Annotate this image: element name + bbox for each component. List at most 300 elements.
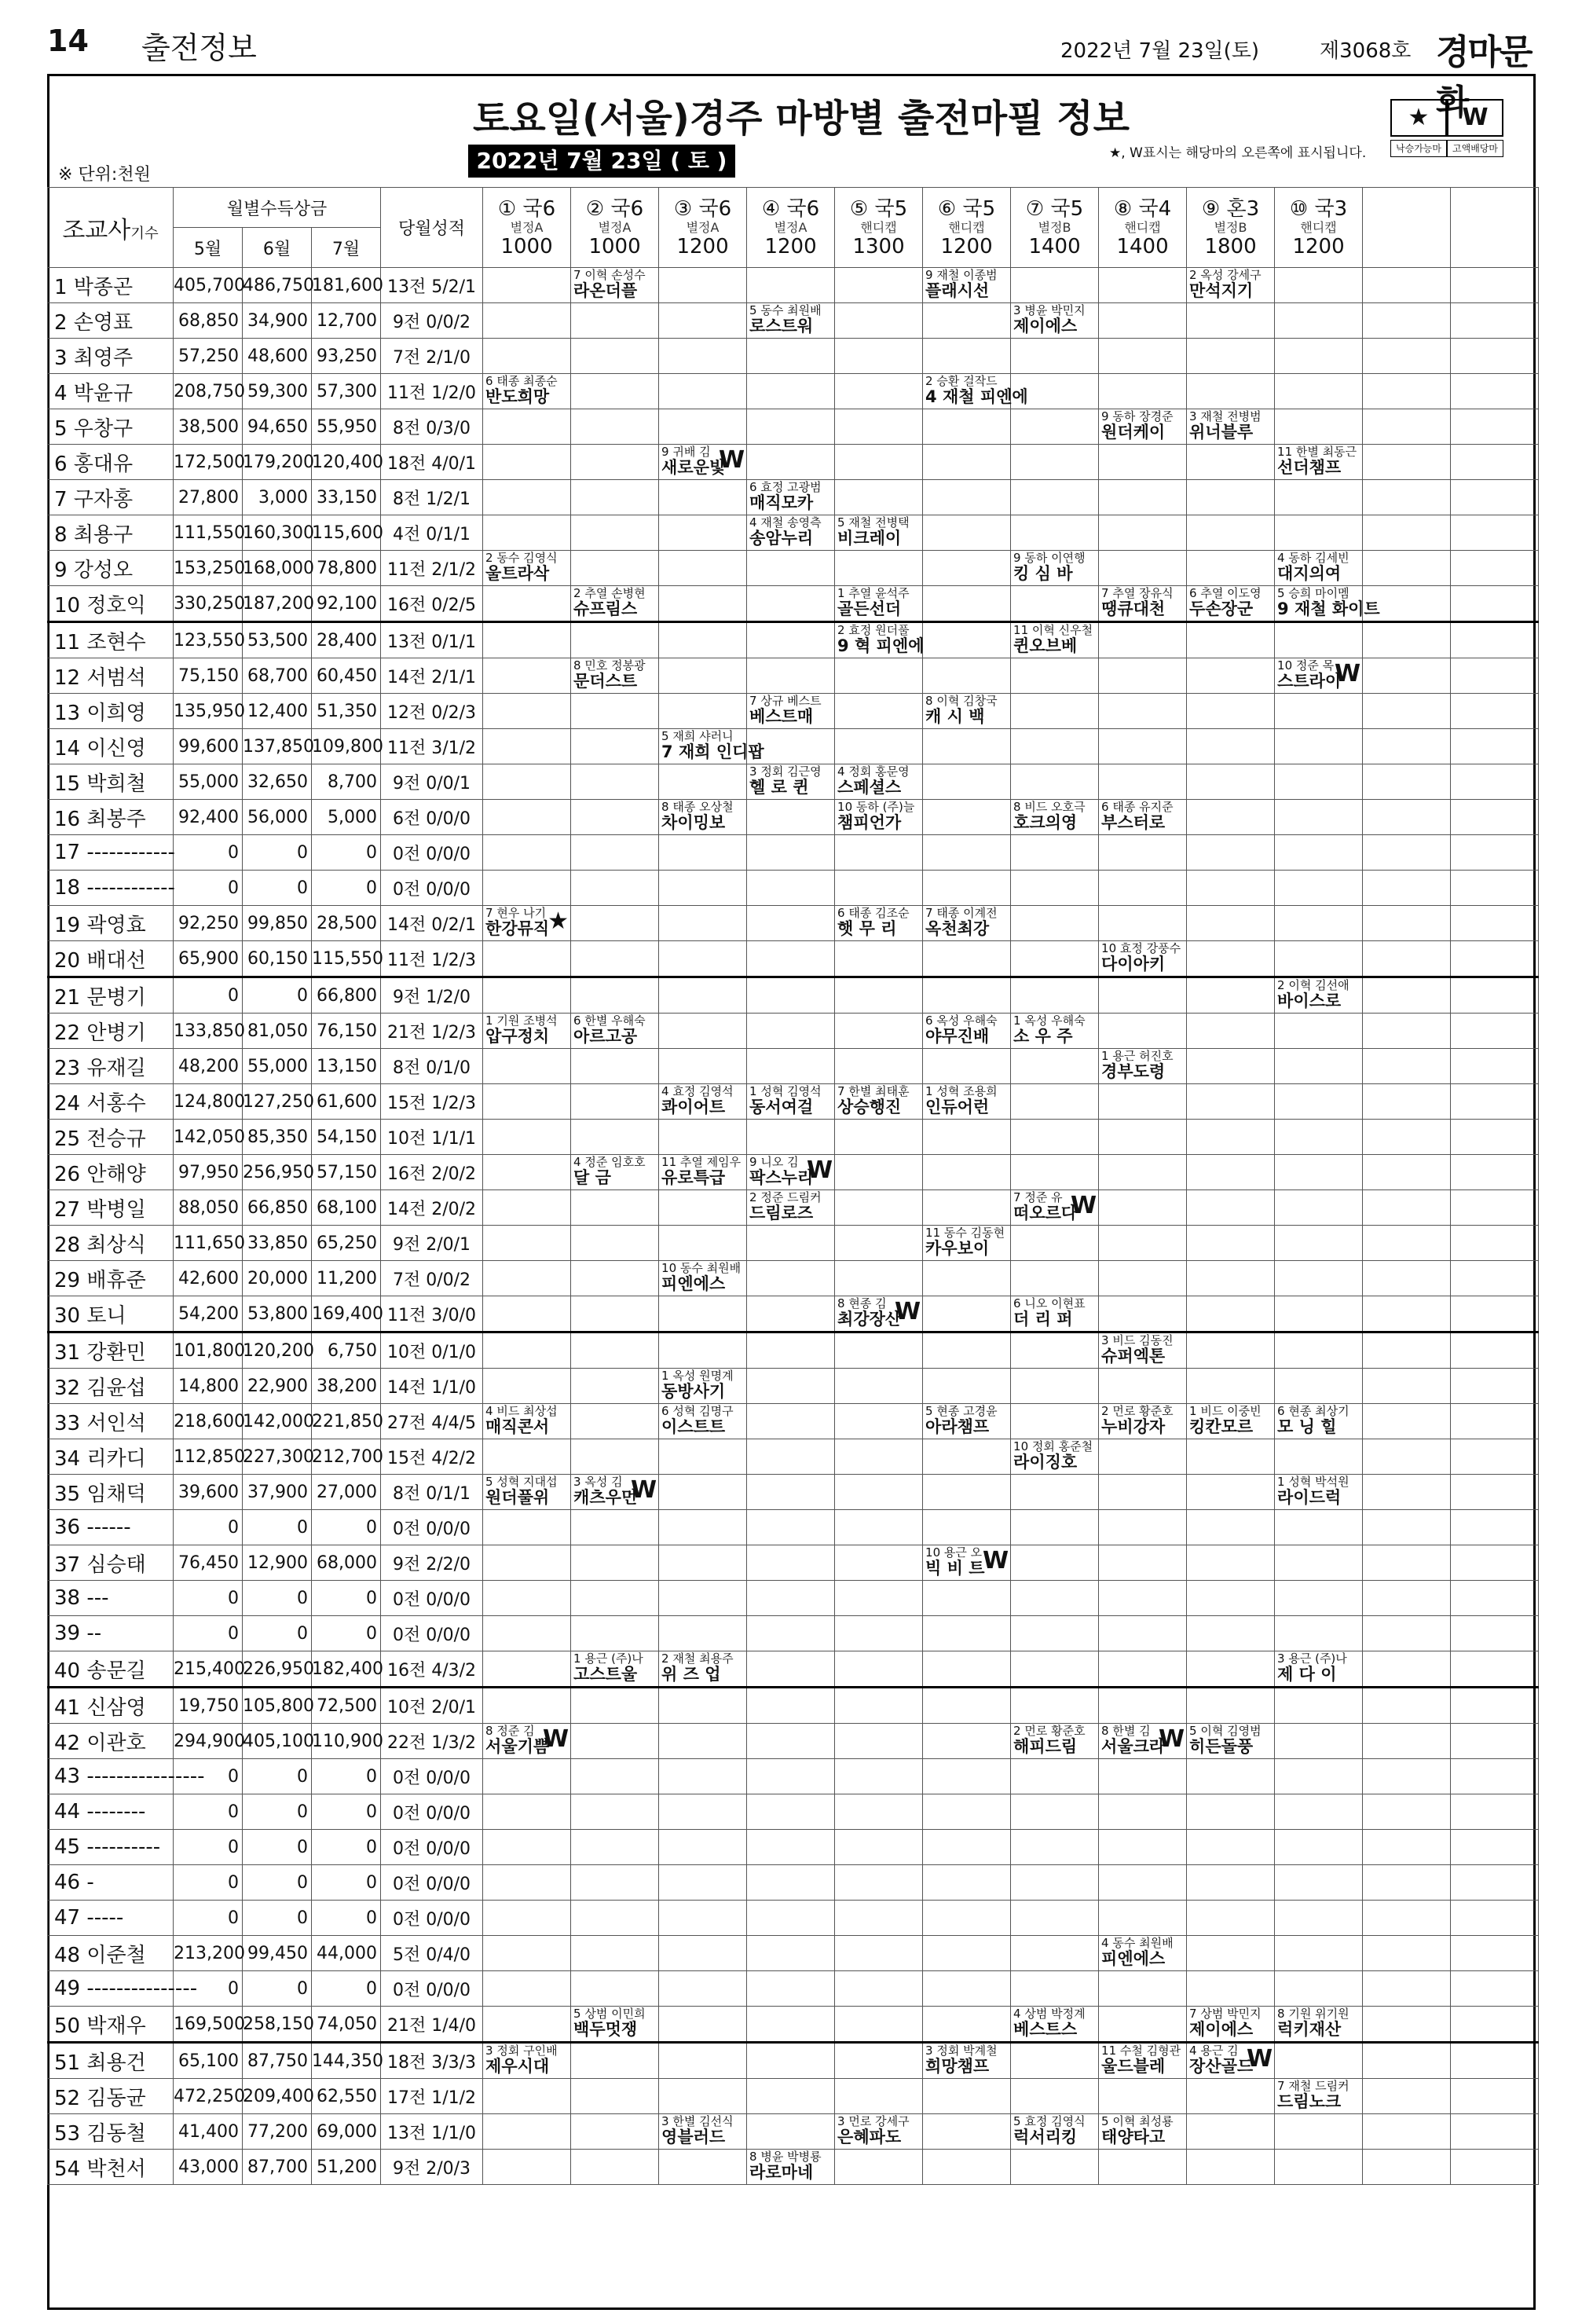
trainer-name: 53 김동철 xyxy=(48,2114,174,2150)
jockey-owner: 7 상범 박민지 xyxy=(1189,2007,1262,2021)
trainer-name: 17 ------------ xyxy=(48,835,174,871)
jockey-owner: 3 재철 전병범 xyxy=(1189,409,1262,423)
race-entry-cell xyxy=(1275,2007,1363,2043)
horse-name: 동서여걸 xyxy=(749,1098,814,1116)
table-row xyxy=(48,622,1539,658)
race-entry-cell xyxy=(483,339,571,374)
earnings-june: 20,000 xyxy=(243,1261,312,1296)
race-entry-cell xyxy=(747,339,835,374)
jockey-owner: 7 현우 나기 xyxy=(485,906,547,920)
race-entry-cell xyxy=(1011,622,1099,658)
earnings-july: 38,200 xyxy=(312,1369,381,1404)
race-entry-cell xyxy=(483,941,571,977)
race-entry-cell xyxy=(923,800,1011,835)
earnings-july: 0 xyxy=(312,1616,381,1651)
race-entry-cell xyxy=(659,1651,747,1688)
race-entry-cell xyxy=(571,2007,659,2043)
race-entry-cell xyxy=(835,1901,923,1936)
earnings-may: 0 xyxy=(174,1830,243,1865)
race-entry-cell xyxy=(659,906,747,941)
race-entry-cell xyxy=(1275,2150,1363,2185)
race-entry-cell xyxy=(1187,1084,1275,1120)
earnings-june: 12,400 xyxy=(243,694,312,729)
race-entry-cell xyxy=(571,1545,659,1581)
trainer-name: 9 강성오 xyxy=(48,551,174,586)
trainer-name: 33 서인석 xyxy=(48,1404,174,1439)
jockey-owner: 6 태종 유지준 xyxy=(1101,800,1174,814)
race-entry-cell xyxy=(1187,1049,1275,1084)
table-row xyxy=(48,1190,1539,1226)
race-entry-cell xyxy=(483,1369,571,1404)
monthly-performance: 10전 1/1/1 xyxy=(381,1120,483,1155)
horse-name: 다이아키 xyxy=(1101,955,1166,973)
horse-name: 대지의여 xyxy=(1277,564,1342,583)
race-entry-cell xyxy=(923,1865,1011,1901)
race-entry-cell xyxy=(483,409,571,445)
blank-cell xyxy=(1363,1475,1451,1510)
race-entry-cell xyxy=(1099,586,1187,622)
jockey-owner: 11 이혁 신우철 xyxy=(1013,623,1093,637)
blank-cell xyxy=(1451,1155,1539,1190)
race-entry-cell xyxy=(1187,1616,1275,1651)
race-entry-cell xyxy=(835,622,923,658)
jockey-owner: 4 정준 임호호 xyxy=(573,1155,646,1169)
trainer-name: 49 --------------- xyxy=(48,1971,174,2007)
jockey-owner: 3 정회 구인배 xyxy=(485,2044,558,2058)
blank-cell xyxy=(1363,339,1451,374)
jockey-owner: 7 한별 최태훈 xyxy=(837,1084,910,1098)
blank-cell xyxy=(1451,303,1539,339)
table-row xyxy=(48,1155,1539,1190)
table-row xyxy=(48,764,1539,800)
race-entry-cell xyxy=(1187,1475,1275,1510)
race-entry-cell xyxy=(1187,445,1275,480)
race-entry-cell xyxy=(1099,1120,1187,1155)
race-entry-cell xyxy=(747,515,835,551)
monthly-performance: 18전 3/3/3 xyxy=(381,2043,483,2079)
monthly-performance: 11전 2/1/2 xyxy=(381,551,483,586)
race-header: ⑩ 국3 핸디캡 1200 xyxy=(1275,188,1363,268)
table-row xyxy=(48,551,1539,586)
publication-date: 2022년 7월 23일(토) xyxy=(1060,39,1260,63)
race-entry-cell xyxy=(571,941,659,977)
earnings-may: 213,200 xyxy=(174,1936,243,1971)
jockey-owner: 6 성혁 김명구 xyxy=(661,1404,734,1418)
earnings-july: 109,800 xyxy=(312,729,381,764)
earnings-may: 0 xyxy=(174,1759,243,1794)
race-entry-cell xyxy=(1011,1404,1099,1439)
race-entry-cell xyxy=(835,2043,923,2079)
race-entry-cell xyxy=(1099,1901,1187,1936)
race-entry-cell xyxy=(1275,1510,1363,1545)
horse-name: 아라챔프 xyxy=(925,1417,990,1436)
monthly-performance: 22전 1/3/2 xyxy=(381,1724,483,1759)
race-entry-cell xyxy=(571,1439,659,1475)
blank-cell xyxy=(1451,1759,1539,1794)
table-row xyxy=(48,871,1539,906)
race-entry-cell xyxy=(483,2007,571,2043)
race-entry-cell xyxy=(835,1226,923,1261)
race-entry-cell xyxy=(923,551,1011,586)
race-entry-cell xyxy=(483,1759,571,1794)
earnings-may: 92,400 xyxy=(174,800,243,835)
monthly-performance: 0전 0/0/0 xyxy=(381,1794,483,1830)
earnings-june: 22,900 xyxy=(243,1369,312,1404)
earnings-july: 66,800 xyxy=(312,977,381,1014)
race-entry-cell xyxy=(923,2043,1011,2079)
blank-cell xyxy=(1451,1475,1539,1510)
earnings-june: 0 xyxy=(243,1794,312,1830)
blank-cell xyxy=(1451,1901,1539,1936)
race-entry-cell xyxy=(1011,409,1099,445)
race-entry-cell xyxy=(1011,515,1099,551)
race-entry-cell xyxy=(571,1759,659,1794)
race-entry-cell xyxy=(747,1865,835,1901)
race-entry-cell xyxy=(747,586,835,622)
race-entry-cell xyxy=(923,1794,1011,1830)
race-entry-cell xyxy=(1099,2150,1187,2185)
race-entry-cell xyxy=(747,1369,835,1404)
earnings-may: 0 xyxy=(174,1794,243,1830)
earnings-july: 0 xyxy=(312,1865,381,1901)
table-row xyxy=(48,1510,1539,1545)
jockey-owner: 3 병윤 박민지 xyxy=(1013,303,1086,317)
blank-cell xyxy=(1451,694,1539,729)
earnings-june: 32,650 xyxy=(243,764,312,800)
horse-name: 매직콘서 xyxy=(485,1417,550,1436)
race-entry-cell xyxy=(659,515,747,551)
race-entry-cell xyxy=(835,2114,923,2150)
race-entry-cell xyxy=(1011,1369,1099,1404)
earnings-may: 0 xyxy=(174,1901,243,1936)
earnings-may: 111,650 xyxy=(174,1226,243,1261)
earnings-june: 99,850 xyxy=(243,906,312,941)
race-entry-cell xyxy=(923,1332,1011,1369)
jockey-owner: 2 옥성 강세구 xyxy=(1189,268,1262,282)
race-entry-cell xyxy=(1099,551,1187,586)
blank-cell xyxy=(1363,1865,1451,1901)
table-row xyxy=(48,729,1539,764)
jockey-owner: 5 현종 고경윤 xyxy=(925,1404,998,1418)
race-entry-cell xyxy=(1011,906,1099,941)
race-entry-cell xyxy=(835,800,923,835)
race-entry-cell xyxy=(1187,2043,1275,2079)
race-entry-cell xyxy=(923,2150,1011,2185)
race-entry-cell xyxy=(659,586,747,622)
race-entry-cell xyxy=(835,303,923,339)
race-entry-cell xyxy=(571,268,659,303)
race-entry-cell xyxy=(923,1226,1011,1261)
jockey-owner: 3 정회 박계철 xyxy=(925,2044,998,2058)
trainer-name: 3 최영주 xyxy=(48,339,174,374)
blank-cell xyxy=(1451,409,1539,445)
jockey-owner: 4 동하 김세빈 xyxy=(1277,551,1349,565)
race-entry-cell xyxy=(1099,941,1187,977)
race-entry-cell xyxy=(923,1830,1011,1865)
monthly-performance: 17전 1/1/2 xyxy=(381,2079,483,2114)
race-entry-cell xyxy=(1011,1794,1099,1830)
horse-name: 럭키재산 xyxy=(1277,2020,1342,2039)
jockey-owner: 5 상범 이민희 xyxy=(573,2007,646,2021)
blank-cell xyxy=(1363,1439,1451,1475)
race-entry-cell xyxy=(835,1688,923,1724)
monthly-performance: 9전 2/2/0 xyxy=(381,1545,483,1581)
blank-cell xyxy=(1451,2079,1539,2114)
race-entry-cell xyxy=(923,2114,1011,2150)
earnings-july: 57,150 xyxy=(312,1155,381,1190)
race-entry-cell xyxy=(923,764,1011,800)
race-entry-cell xyxy=(747,1332,835,1369)
race-entry-cell xyxy=(571,1049,659,1084)
trainer-name: 47 ----- xyxy=(48,1901,174,1936)
race-entry-cell xyxy=(1099,1190,1187,1226)
monthly-performance: 0전 0/0/0 xyxy=(381,1581,483,1616)
monthly-performance: 0전 0/0/0 xyxy=(381,1830,483,1865)
monthly-performance: 10전 2/0/1 xyxy=(381,1688,483,1724)
race-entry-cell xyxy=(1275,374,1363,409)
trainer-name: 7 구자홍 xyxy=(48,480,174,515)
horse-name: 은혜파도 xyxy=(837,2128,902,2146)
table-row xyxy=(48,906,1539,941)
earnings-june: 105,800 xyxy=(243,1688,312,1724)
blank-cell xyxy=(1363,622,1451,658)
race-entry-cell xyxy=(1187,1332,1275,1369)
jockey-owner: 8 한별 김 xyxy=(1101,1724,1151,1738)
race-entry-cell xyxy=(659,941,747,977)
race-entry-cell xyxy=(1011,1261,1099,1296)
horse-name: 야무진배 xyxy=(925,1027,990,1046)
table-row xyxy=(48,1830,1539,1865)
race-entry-cell xyxy=(835,1581,923,1616)
race-entry-cell xyxy=(923,835,1011,871)
race-entry-cell xyxy=(835,1120,923,1155)
earnings-june: 187,200 xyxy=(243,586,312,622)
race-entry-cell xyxy=(747,941,835,977)
race-entry-cell xyxy=(659,1545,747,1581)
earnings-july: 115,600 xyxy=(312,515,381,551)
race-entry-cell xyxy=(1099,1226,1187,1261)
race-entry-cell xyxy=(747,1261,835,1296)
horse-name: 아르고공 xyxy=(573,1027,638,1046)
blank-cell xyxy=(1451,586,1539,622)
trainer-name: 52 김동균 xyxy=(48,2079,174,2114)
race-entry-cell xyxy=(1275,1475,1363,1510)
race-entry-cell xyxy=(571,1971,659,2007)
race-entry-cell xyxy=(835,586,923,622)
jockey-owner: 6 니오 이현표 xyxy=(1013,1296,1086,1310)
race-entry-cell xyxy=(1275,1688,1363,1724)
race-entry-cell xyxy=(1187,1369,1275,1404)
earnings-july: 51,200 xyxy=(312,2150,381,2185)
star-icon: ★ xyxy=(1390,99,1447,137)
earnings-may: 97,950 xyxy=(174,1155,243,1190)
race-entry-cell xyxy=(747,1545,835,1581)
earnings-may: 135,950 xyxy=(174,694,243,729)
jockey-owner: 1 성혁 조용희 xyxy=(925,1084,998,1098)
race-entry-cell xyxy=(835,1651,923,1688)
jockey-owner: 6 효정 고광범 xyxy=(749,480,822,494)
race-entry-cell xyxy=(1099,729,1187,764)
horse-name: 태양타고 xyxy=(1101,2128,1166,2146)
race-entry-cell xyxy=(571,1226,659,1261)
blank-cell xyxy=(1451,1049,1539,1084)
horse-name: 위너블루 xyxy=(1189,423,1254,442)
race-entry-cell xyxy=(747,1581,835,1616)
entries-table xyxy=(47,187,1539,2185)
race-entry-cell xyxy=(747,1759,835,1794)
horse-name: 빅 비 트 xyxy=(925,1559,985,1578)
blank-cell xyxy=(1451,339,1539,374)
jockey-owner: 3 옥성 김 xyxy=(573,1475,623,1489)
horse-name: 압구정치 xyxy=(485,1027,550,1046)
race-entry-cell xyxy=(747,1049,835,1084)
race-entry-cell xyxy=(1011,1545,1099,1581)
race-entry-cell xyxy=(835,729,923,764)
jockey-owner: 3 한별 김선식 xyxy=(661,2114,734,2128)
race-entry-cell xyxy=(835,1084,923,1120)
monthly-performance: 18전 4/0/1 xyxy=(381,445,483,480)
w-mark-icon: W xyxy=(806,1157,833,1184)
monthly-performance: 13전 0/1/1 xyxy=(381,622,483,658)
monthly-performance: 5전 0/4/0 xyxy=(381,1936,483,1971)
jockey-owner: 9 동하 장경준 xyxy=(1101,409,1174,423)
horse-name: 퀸오브베 xyxy=(1013,636,1078,655)
race-entry-cell xyxy=(1275,339,1363,374)
horse-name: 킹 심 바 xyxy=(1013,564,1073,583)
earnings-may: 208,750 xyxy=(174,374,243,409)
earnings-july: 0 xyxy=(312,1830,381,1865)
race-entry-cell xyxy=(571,2150,659,2185)
horse-name: 캐 시 백 xyxy=(925,707,985,726)
race-entry-cell xyxy=(571,1332,659,1369)
horse-name: 새로운빛 xyxy=(661,458,726,477)
race-entry-cell xyxy=(659,1510,747,1545)
table-row xyxy=(48,1049,1539,1084)
earnings-june: 209,400 xyxy=(243,2079,312,2114)
jockey-owner: 8 병윤 박병룡 xyxy=(749,2150,822,2164)
race-entry-cell xyxy=(571,1084,659,1120)
monthly-performance: 9전 0/0/2 xyxy=(381,303,483,339)
blank-cell xyxy=(1451,374,1539,409)
race-entry-cell xyxy=(659,268,747,303)
earnings-column-header: 월별수득상금 xyxy=(174,188,381,228)
race-entry-cell xyxy=(659,1296,747,1332)
race-entry-cell xyxy=(923,268,1011,303)
w-mark-icon: W xyxy=(1334,660,1361,687)
horse-name: 라온더플 xyxy=(573,281,638,300)
race-entry-cell xyxy=(571,871,659,906)
race-entry-cell xyxy=(1187,1510,1275,1545)
race-entry-cell xyxy=(571,374,659,409)
earnings-may: 65,100 xyxy=(174,2043,243,2079)
trainer-name: 37 심승태 xyxy=(48,1545,174,1581)
horse-name: 이스트트 xyxy=(661,1417,726,1436)
performance-column-header: 당월성적 xyxy=(381,188,483,268)
horse-name: 캐츠우먼 xyxy=(573,1488,638,1507)
horse-name: 플래시선 xyxy=(925,281,990,300)
jockey-owner: 3 정회 김근영 xyxy=(749,764,822,779)
earnings-may: 65,900 xyxy=(174,941,243,977)
jockey-owner: 2 추열 손병현 xyxy=(573,586,646,600)
race-entry-cell xyxy=(835,764,923,800)
race-entry-cell xyxy=(923,1475,1011,1510)
jockey-owner: 8 이혁 김창국 xyxy=(925,694,998,708)
race-entry-cell xyxy=(1187,1190,1275,1226)
race-entry-cell xyxy=(1275,1971,1363,2007)
race-entry-cell xyxy=(659,339,747,374)
race-entry-cell xyxy=(1187,1261,1275,1296)
race-entry-cell xyxy=(571,729,659,764)
earnings-july: 78,800 xyxy=(312,551,381,586)
earnings-may: 294,900 xyxy=(174,1724,243,1759)
race-entry-cell xyxy=(1275,1794,1363,1830)
race-entry-cell xyxy=(1187,1120,1275,1155)
race-entry-cell xyxy=(483,729,571,764)
race-entry-cell xyxy=(1099,445,1187,480)
jockey-owner: 6 현종 최상기 xyxy=(1277,1404,1349,1418)
race-entry-cell xyxy=(835,977,923,1014)
blank-cell xyxy=(1363,1830,1451,1865)
race-entry-cell xyxy=(659,1830,747,1865)
race-header: ⑤ 국5 핸디캡 1300 xyxy=(835,188,923,268)
race-entry-cell xyxy=(1187,1688,1275,1724)
earnings-july: 0 xyxy=(312,1510,381,1545)
monthly-performance: 14전 2/1/1 xyxy=(381,658,483,694)
race-entry-cell xyxy=(571,1190,659,1226)
race-entry-cell xyxy=(1187,2007,1275,2043)
race-entry-cell xyxy=(747,1014,835,1049)
race-entry-cell xyxy=(1275,2079,1363,2114)
earnings-july: 13,150 xyxy=(312,1049,381,1084)
race-entry-cell xyxy=(1099,480,1187,515)
trainer-name: 13 이희영 xyxy=(48,694,174,729)
race-entry-cell xyxy=(1187,658,1275,694)
blank-cell xyxy=(1451,1510,1539,1545)
earnings-july: 11,200 xyxy=(312,1261,381,1296)
race-entry-cell xyxy=(1099,1759,1187,1794)
table-row xyxy=(48,1014,1539,1049)
monthly-performance: 14전 2/0/2 xyxy=(381,1190,483,1226)
horse-name: 누비강자 xyxy=(1101,1417,1166,1436)
blank-cell xyxy=(1363,2150,1451,2185)
blank-cell xyxy=(1451,551,1539,586)
race-entry-cell xyxy=(923,1971,1011,2007)
blank-cell xyxy=(1451,1545,1539,1581)
monthly-performance: 0전 0/0/0 xyxy=(381,871,483,906)
horse-name: 팍스누리 xyxy=(749,1168,814,1187)
horse-name: 백두멋쟁 xyxy=(573,2020,638,2039)
monthly-performance: 21전 1/4/0 xyxy=(381,2007,483,2043)
earnings-july: 93,250 xyxy=(312,339,381,374)
blank-cell xyxy=(1363,374,1451,409)
horse-name: 매직모카 xyxy=(749,493,814,512)
horse-name: 바이스로 xyxy=(1277,992,1342,1010)
race-entry-cell xyxy=(1275,445,1363,480)
blank-cell xyxy=(1363,303,1451,339)
blank-cell xyxy=(1363,1651,1451,1688)
race-entry-cell xyxy=(1099,1155,1187,1190)
race-entry-cell xyxy=(747,2114,835,2150)
horse-name: 송암누리 xyxy=(749,529,814,548)
earnings-may: 27,800 xyxy=(174,480,243,515)
jockey-owner: 6 태종 김조순 xyxy=(837,906,910,920)
race-entry-cell xyxy=(571,1369,659,1404)
trainer-name: 43 ---------------- xyxy=(48,1759,174,1794)
race-entry-cell xyxy=(1099,1724,1187,1759)
table-row xyxy=(48,1369,1539,1404)
race-entry-cell xyxy=(1099,764,1187,800)
race-entry-cell xyxy=(571,1936,659,1971)
